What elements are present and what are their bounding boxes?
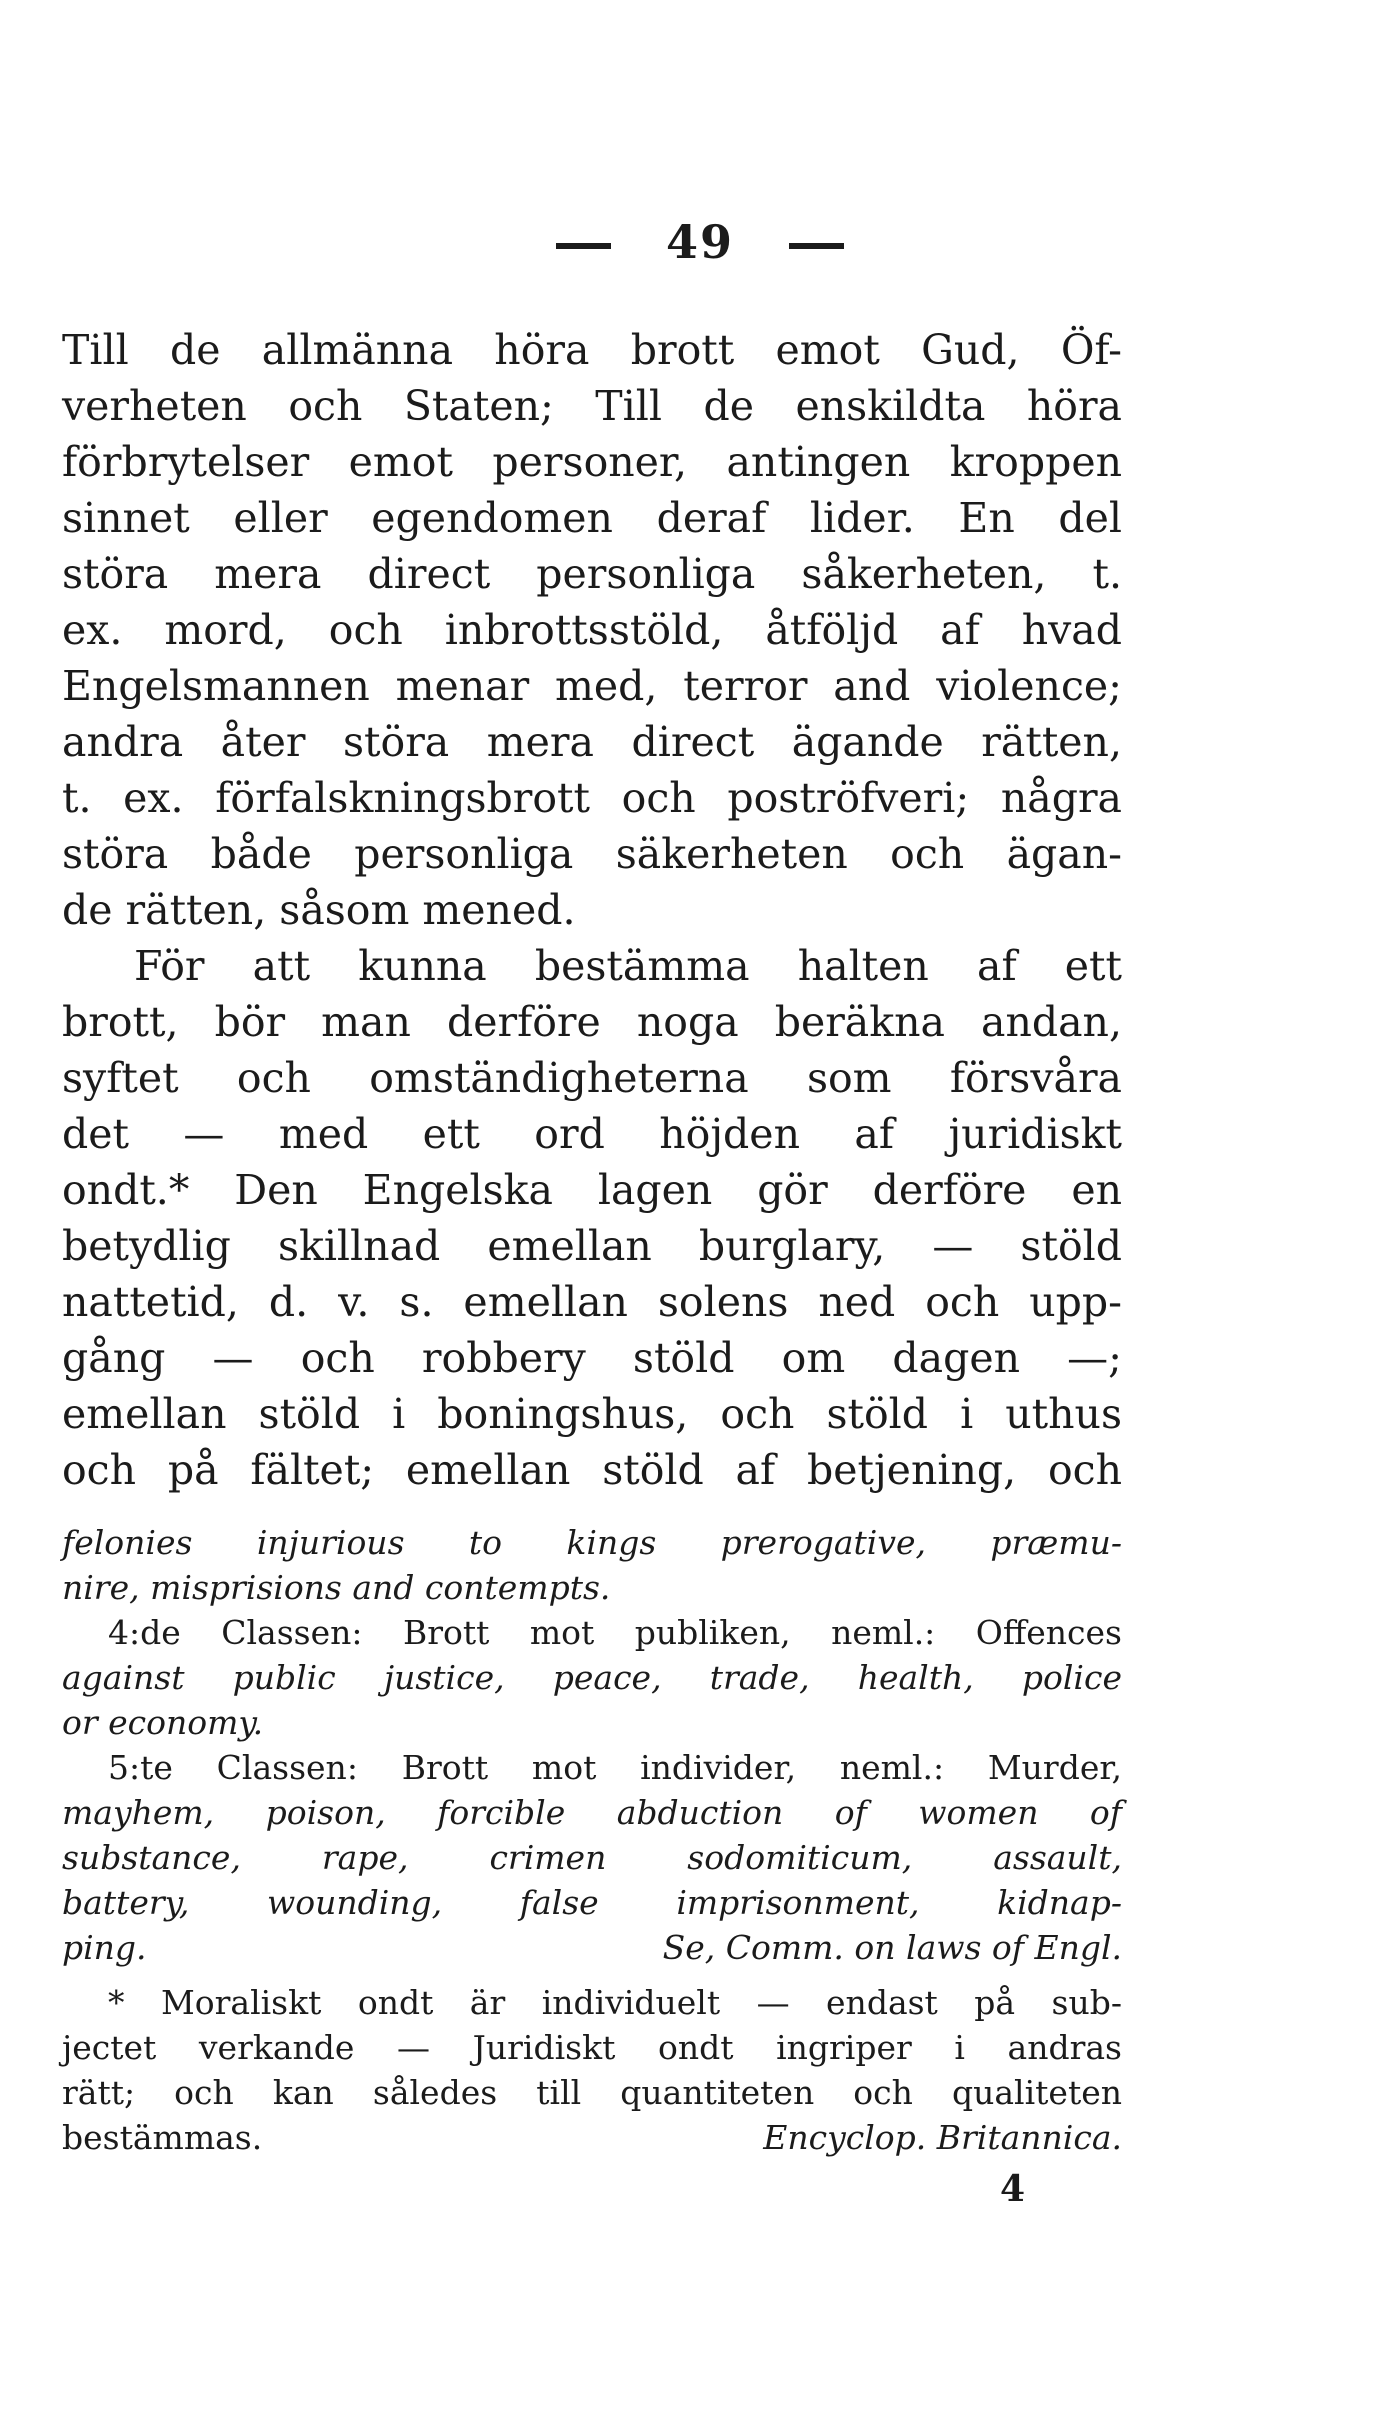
footnote-line: jectet verkande — Juridiskt ondt ingriper i andras — [62, 2028, 1122, 2067]
footnote-line — [62, 1565, 1122, 1610]
text-line: gång — och robbery stöld om dagen —; — [62, 1334, 1122, 1382]
citation-blackstone: Se, Comm. on laws of Engl. — [662, 1928, 1122, 1967]
citation-encyclopaedia: Encyclop. Britannica. — [763, 2118, 1122, 2157]
text-line: störa både personliga säkerheten och ägan- — [62, 830, 1122, 878]
header-dash-left — [556, 243, 611, 249]
page-number: 49 — [665, 215, 734, 269]
footnote-line: * Moraliskt ondt är individuelt — endast på sub- — [108, 1983, 1122, 2022]
footnote-text: felonies injurious to kings prerogative, præmu- — [62, 1523, 1122, 1562]
footnote-text: against public justice, peace, trade, health, police — [62, 1658, 1122, 1697]
main-text — [62, 322, 1122, 1498]
footnote-line: 4:de Classen: Brott mot publiken, neml.: Offences — [108, 1613, 1122, 1652]
text-line: de rätten, såsom mened. — [62, 886, 576, 934]
text-line: och på fältet; emellan stöld af betjening, och — [62, 1446, 1122, 1494]
footnote-line — [62, 1520, 1122, 1565]
signature-number: 4 — [1000, 2168, 1026, 2210]
text-line: emellan stöld i boningshus, och stöld i uthus — [62, 1390, 1122, 1438]
text-line: störa mera direct personliga såkerheten, t. — [62, 550, 1122, 598]
text-line: förbrytelser emot personer, antingen kroppen — [62, 438, 1122, 486]
footnote-line — [62, 1880, 1122, 1925]
footnote-text: battery, wounding, false imprisonment, kidnap- — [62, 1883, 1122, 1922]
text-line: andra åter störa mera direct ägande rätten, — [62, 718, 1122, 766]
footnote-text: ping. — [62, 1928, 147, 1967]
footnote-line: rätt; och kan således till quantiteten och qualiteten — [62, 2073, 1122, 2112]
text-line: Till de allmänna höra brott emot Gud, Öf- — [62, 326, 1122, 374]
text-line: nattetid, d. v. s. emellan solens ned och upp- — [62, 1278, 1122, 1326]
text-line: betydlig skillnad emellan burglary, — stöld — [62, 1222, 1122, 1270]
text-line: sinnet eller egendomen deraf lider. En del — [62, 494, 1122, 542]
footnote-line — [62, 1655, 1122, 1700]
text-line: syftet och omständigheterna som försvåra — [62, 1054, 1122, 1102]
footnote-line — [62, 1925, 1122, 1970]
footnote-line — [62, 2115, 1122, 2160]
footnote-line — [62, 1790, 1122, 1835]
footnote-text: mayhem, poison, forcible abduction of women of — [62, 1793, 1122, 1832]
footnotes — [62, 1520, 1122, 2160]
text-line: verheten och Staten; Till de enskildta höra — [62, 382, 1122, 430]
footnote-line — [62, 1700, 1122, 1745]
text-line: ondt.* Den Engelska lagen gör derföre en — [62, 1166, 1122, 1214]
text-line: t. ex. förfalskningsbrott och poströfveri; några — [62, 774, 1122, 822]
text-line: Engelsmannen menar med, terror and violence; — [62, 662, 1122, 710]
footnote-text: or economy. — [62, 1703, 264, 1742]
text-line: det — med ett ord höjden af juridiskt — [62, 1110, 1122, 1158]
text-line: För att kunna bestämma halten af ett — [134, 942, 1122, 990]
footnote-text: substance, rape, crimen sodomiticum, assault, — [62, 1838, 1122, 1877]
footnote-text: bestämmas. — [62, 2118, 263, 2157]
footnote-line: 5:te Classen: Brott mot individer, neml.: Murder, — [108, 1748, 1122, 1787]
footnote-line — [62, 1835, 1122, 1880]
header-dash-right — [789, 243, 844, 249]
footnote-text: nire, misprisions and contempts. — [62, 1568, 611, 1607]
page-header — [0, 215, 1400, 269]
text-line: ex. mord, och inbrottsstöld, åtföljd af hvad — [62, 606, 1122, 654]
text-line: brott, bör man derföre noga beräkna andan, — [62, 998, 1122, 1046]
